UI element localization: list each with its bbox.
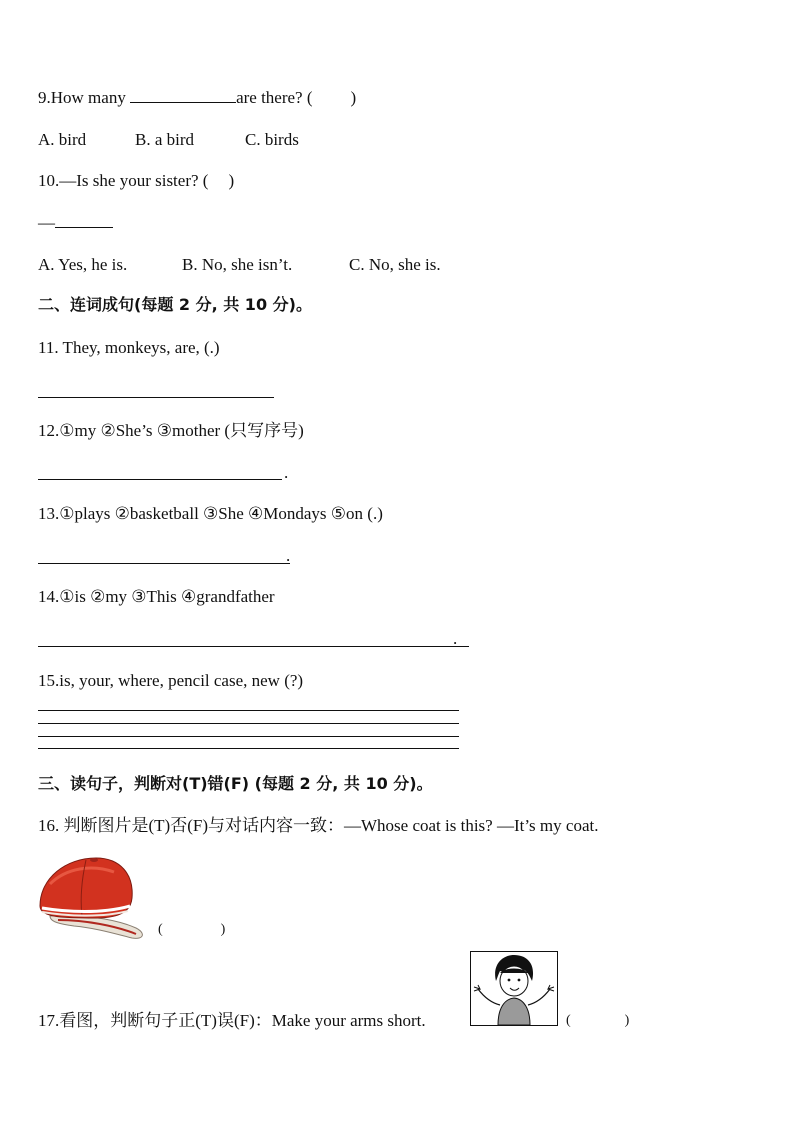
q9-suffix: are there? ( — [236, 88, 313, 107]
q17-answer-parens[interactable]: ( ) — [566, 1013, 630, 1028]
q9-close: ) — [350, 88, 357, 107]
q10-option-a[interactable]: A. Yes, he is. — [38, 255, 128, 274]
q10-answer-line — [38, 213, 113, 233]
girl-shrugging-illustration — [470, 951, 558, 1026]
q12-period: . — [284, 463, 289, 482]
q13-answer-line[interactable] — [38, 563, 290, 564]
red-cap-illustration — [36, 854, 150, 940]
q10-answer-blank[interactable] — [55, 213, 113, 228]
q10-question: 10.—Is she your sister? ( — [38, 171, 209, 190]
section2-title: 二、连词成句(每题 2 分, 共 10 分)。 — [38, 295, 312, 314]
q15-answer-line-1[interactable] — [38, 710, 459, 711]
q11-answer-line[interactable] — [38, 397, 274, 398]
q12-answer-line[interactable] — [38, 479, 282, 480]
q15-answer-line-3[interactable] — [38, 736, 459, 737]
q9-line — [38, 88, 356, 108]
q10-line — [38, 171, 234, 191]
q9-options — [38, 130, 299, 150]
q9-option-a[interactable]: A. bird — [38, 130, 87, 149]
q10-answer-dash: — — [38, 213, 55, 232]
q15-answer-line-4[interactable] — [38, 748, 459, 749]
q10-option-c[interactable]: C. No, she is. — [349, 255, 441, 274]
section3-title: 三、读句子，判断对(T)错(F) (每题 2 分, 共 10 分)。 — [38, 774, 433, 793]
q14-period: . — [453, 629, 458, 648]
q16-text: 16. 判断图片是(T)否(F)与对话内容一致：—Whose coat is this? —It’s my coat. — [38, 816, 599, 835]
q9-prefix: 9.How many — [38, 88, 126, 107]
q10-options — [38, 255, 441, 275]
q16-answer-parens[interactable]: ( ) — [158, 922, 226, 937]
q12-text: 12.①my ②She’s ③mother (只写序号) — [38, 421, 304, 440]
q10-option-b[interactable]: B. No, she isn’t. — [182, 255, 293, 274]
q17-text: 17.看图，判断句子正(T)误(F)：Make your arms short. — [38, 1011, 426, 1030]
q15-text: 15.is, your, where, pencil case, new (?) — [38, 671, 304, 690]
q9-answer-blank[interactable] — [130, 88, 236, 103]
q14-answer-line[interactable] — [38, 646, 469, 647]
q13-period: . — [286, 546, 291, 565]
q13-text: 13.①plays ②basketball ③She ④Mondays ⑤on (.) — [38, 504, 383, 523]
q9-option-c[interactable]: C. birds — [245, 130, 299, 149]
q14-text: 14.①is ②my ③This ④grandfather — [38, 587, 275, 606]
q10-close: ) — [228, 171, 235, 190]
q11-text: 11. They, monkeys, are, (.) — [38, 338, 220, 357]
q15-answer-line-2[interactable] — [38, 723, 459, 724]
q9-option-b[interactable]: B. a bird — [135, 130, 195, 149]
